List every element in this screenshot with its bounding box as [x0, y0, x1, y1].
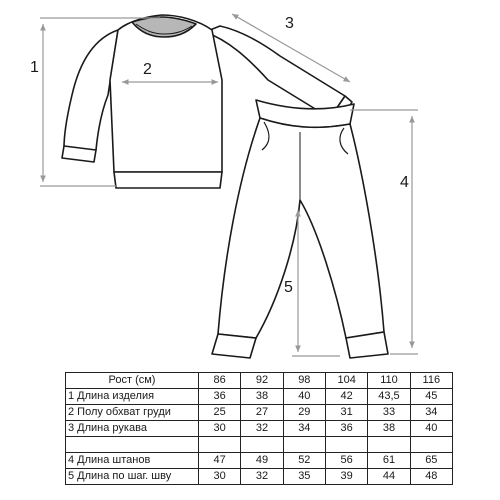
table-cell: 29 [283, 405, 325, 421]
table-cell [241, 437, 283, 453]
table-row [66, 421, 453, 437]
size-col: 110 [368, 373, 410, 389]
table-cell: 61 [368, 453, 410, 469]
table-cell: 32 [241, 421, 283, 437]
table-cell: 65 [410, 453, 452, 469]
table-cell: 36 [199, 389, 241, 405]
table-cell: 52 [283, 453, 325, 469]
table-cell: 25 [199, 405, 241, 421]
table-cell: 44 [368, 469, 410, 485]
size-col: 86 [199, 373, 241, 389]
row-label [66, 437, 199, 453]
table-cell: 45 [410, 389, 452, 405]
table-cell: 30 [199, 421, 241, 437]
table-cell: 39 [325, 469, 367, 485]
size-table [65, 372, 453, 485]
table-cell [410, 437, 452, 453]
table-row [66, 389, 453, 405]
table-cell: 42 [325, 389, 367, 405]
row-label: 5 Длина по шаг. шву [66, 469, 199, 485]
table-cell: 32 [241, 469, 283, 485]
pants-drawing [212, 100, 388, 358]
table-cell [325, 437, 367, 453]
table-row [66, 405, 453, 421]
size-col: 98 [283, 373, 325, 389]
size-col: 104 [325, 373, 367, 389]
measure-4-label: 4 [400, 174, 409, 191]
measure-1-label: 1 [30, 59, 39, 76]
table-cell: 49 [241, 453, 283, 469]
table-cell: 40 [410, 421, 452, 437]
table-cell: 40 [283, 389, 325, 405]
size-header-row [66, 373, 453, 389]
measure-5-label: 5 [284, 279, 293, 296]
table-cell: 34 [410, 405, 452, 421]
table-cell: 38 [368, 421, 410, 437]
row-label: 2 Полу обхват груди [66, 405, 199, 421]
table-cell: 47 [199, 453, 241, 469]
table-cell: 31 [325, 405, 367, 421]
table-cell: 56 [325, 453, 367, 469]
row-label: 4 Длина штанов [66, 453, 199, 469]
row-label: 1 Длина изделия [66, 389, 199, 405]
measure-3-label: 3 [285, 15, 294, 32]
table-cell [199, 437, 241, 453]
table-cell: 43,5 [368, 389, 410, 405]
table-cell [283, 437, 325, 453]
table-cell: 27 [241, 405, 283, 421]
size-table-body [66, 389, 453, 485]
table-cell: 36 [325, 421, 367, 437]
measure-2-label: 2 [143, 61, 152, 78]
table-cell: 35 [283, 469, 325, 485]
table-row [66, 453, 453, 469]
table-cell: 30 [199, 469, 241, 485]
table-row [66, 437, 453, 453]
table-cell: 34 [283, 421, 325, 437]
table-cell [368, 437, 410, 453]
row-label: 3 Длина рукава [66, 421, 199, 437]
header-label: Рост (см) [66, 373, 199, 389]
size-col: 116 [410, 373, 452, 389]
table-row [66, 469, 453, 485]
table-cell: 38 [241, 389, 283, 405]
table-cell: 33 [368, 405, 410, 421]
size-col: 92 [241, 373, 283, 389]
table-cell: 48 [410, 469, 452, 485]
